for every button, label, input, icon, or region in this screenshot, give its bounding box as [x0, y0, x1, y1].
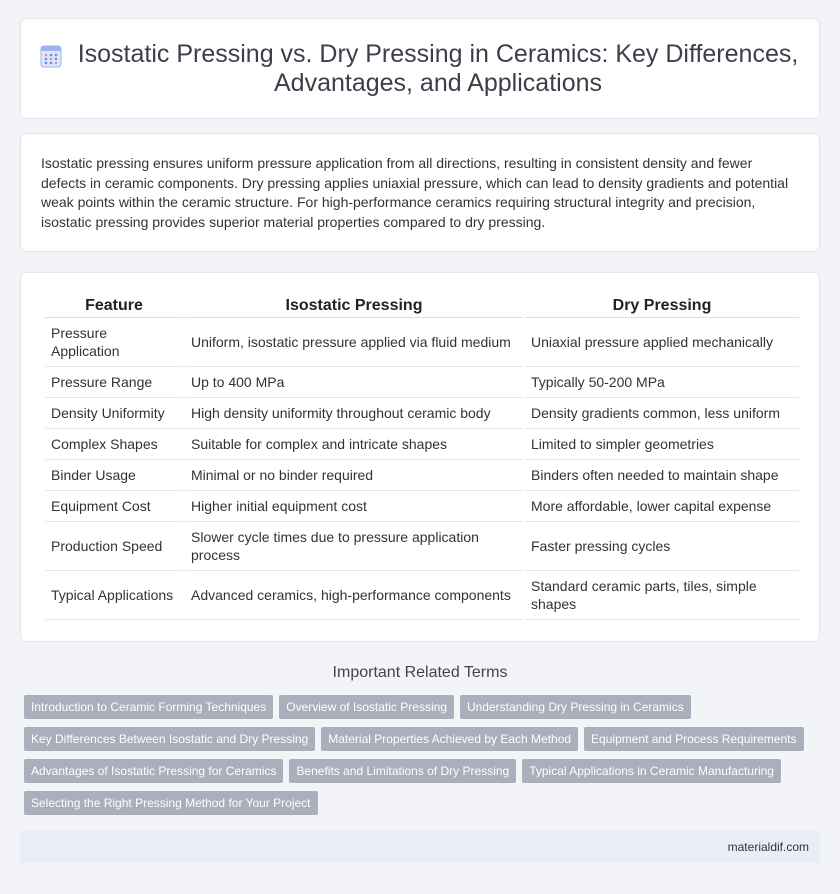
related-term-tag[interactable]: Advantages of Isostatic Pressing for Ceramics: [24, 759, 283, 783]
table-row: [45, 367, 799, 398]
table-cell: Typical Applications: [45, 571, 183, 620]
comparison-table-card: [20, 272, 820, 642]
table-row: [45, 571, 799, 620]
intro-paragraph: Isostatic pressing ensures uniform pressure application from all directions, resulting in consistent density and fewer defects in ceramic components. Dry pressing applies uniaxial pressure, which can lead to density gradients and potential weak points within the ceramic structure. For high-performance ceramics requiring structural integrity and precision, isostatic pressing provides superior material properties compared to dry pressing.: [41, 155, 789, 230]
table-row: [45, 318, 799, 367]
table-cell: Pressure Application: [45, 318, 183, 367]
related-term-tag[interactable]: Selecting the Right Pressing Method for Your Project: [24, 791, 318, 815]
table-row: [45, 398, 799, 429]
table-cell: Uniform, isostatic pressure applied via fluid medium: [185, 318, 523, 367]
table-cell: Higher initial equipment cost: [185, 491, 523, 522]
table-cell: Equipment Cost: [45, 491, 183, 522]
related-term-tag[interactable]: Equipment and Process Requirements: [584, 727, 803, 751]
related-terms-section: [20, 660, 820, 815]
table-cell: Density gradients common, less uniform: [525, 398, 799, 429]
column-header-feature: Feature: [45, 293, 183, 318]
related-term-tag[interactable]: Introduction to Ceramic Forming Techniques: [24, 695, 273, 719]
intro-card: [20, 133, 820, 252]
table-cell: Limited to simpler geometries: [525, 429, 799, 460]
table-cell: Suitable for complex and intricate shapes: [185, 429, 523, 460]
table-cell: Standard ceramic parts, tiles, simple shapes: [525, 571, 799, 620]
table-cell: Slower cycle times due to pressure application process: [185, 522, 523, 571]
table-cell: Complex Shapes: [45, 429, 183, 460]
related-terms-tags: [20, 695, 820, 815]
related-term-tag[interactable]: Typical Applications in Ceramic Manufacturing: [522, 759, 781, 783]
column-header-dry: Dry Pressing: [525, 293, 799, 318]
table-cell: Density Uniformity: [45, 398, 183, 429]
table-cell: Binder Usage: [45, 460, 183, 491]
related-term-tag[interactable]: Overview of Isostatic Pressing: [279, 695, 454, 719]
header-card: [20, 18, 820, 119]
table-cell: Advanced ceramics, high-performance components: [185, 571, 523, 620]
footer: [20, 831, 820, 863]
table-row: [45, 429, 799, 460]
table-cell: Up to 400 MPa: [185, 367, 523, 398]
table-cell: High density uniformity throughout ceramic body: [185, 398, 523, 429]
related-term-tag[interactable]: Benefits and Limitations of Dry Pressing: [289, 759, 516, 783]
table-row: [45, 460, 799, 491]
comparison-table: [43, 293, 801, 620]
related-terms-title: Important Related Terms: [332, 664, 508, 681]
table-cell: Pressure Range: [45, 367, 183, 398]
table-row: [45, 522, 799, 571]
table-cell: Faster pressing cycles: [525, 522, 799, 571]
table-cell: More affordable, lower capital expense: [525, 491, 799, 522]
page-title: Isostatic Pressing vs. Dry Pressing in Ceramics: Key Differences, Advantages, and Applications: [77, 39, 799, 97]
table-cell: Minimal or no binder required: [185, 460, 523, 491]
related-term-tag[interactable]: Material Properties Achieved by Each Method: [321, 727, 578, 751]
table-cell: Typically 50-200 MPa: [525, 367, 799, 398]
table-cell: Uniaxial pressure applied mechanically: [525, 318, 799, 367]
table-header-row: [45, 293, 799, 318]
table-row: [45, 491, 799, 522]
table-cell: Binders often needed to maintain shape: [525, 460, 799, 491]
related-term-tag[interactable]: Understanding Dry Pressing in Ceramics: [460, 695, 691, 719]
footer-site-link[interactable]: materialdif.com: [727, 840, 809, 854]
related-term-tag[interactable]: Key Differences Between Isostatic and Dry Pressing: [24, 727, 315, 751]
table-cell: Production Speed: [45, 522, 183, 571]
document-grid-icon: [40, 44, 62, 68]
column-header-isostatic: Isostatic Pressing: [185, 293, 523, 318]
